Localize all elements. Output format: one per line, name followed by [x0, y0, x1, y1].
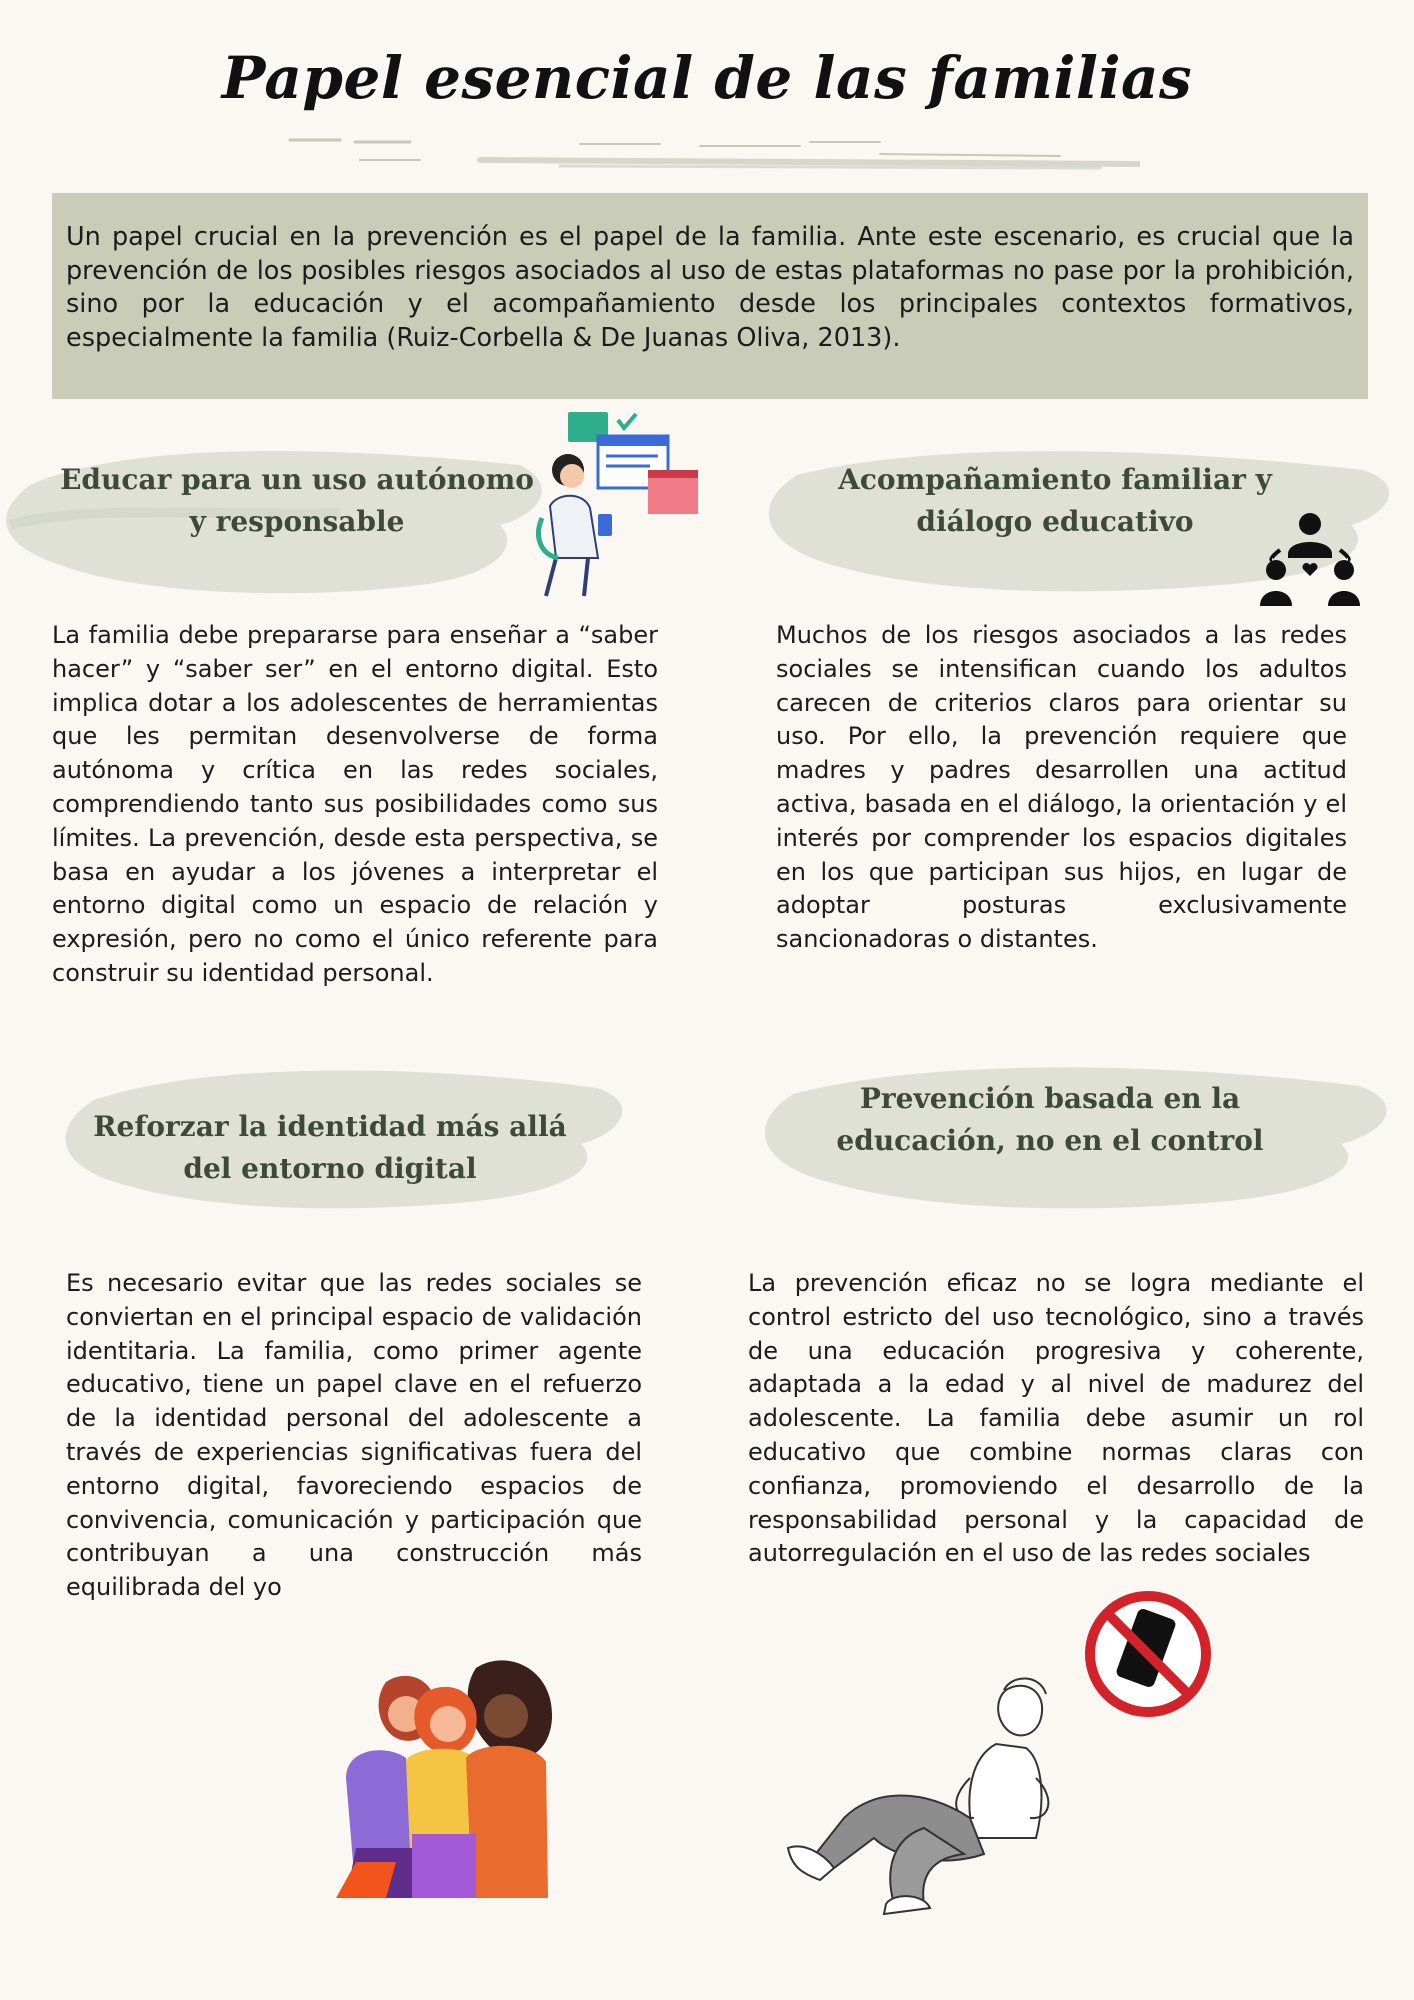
intro-text: Un papel crucial en la prevención es el papel de la familia. Ante este escenario, es crucial que la prevención de los posibles riesgos asociados al uso de estas plataformas no pase por la prohibición, sino por la educación y el acompañamiento desde los principales contextos formativos, especialmente la familia (Ruiz-Corbella & De Juanas Oliva, 2013). [66, 222, 1354, 353]
intro-box [52, 193, 1368, 399]
section-text-identidad: Es necesario evitar que las redes sociales se conviertan en el principal espacio de validación identitaria. La familia, como primer agente educativo, tiene un papel clave en el refuerzo de la identidad personal del adolescente a través de experiencias significativas fuera del entorno digital, favoreciendo espacios de convivencia, comunicación y participación que contribuyan a una construcción más equilibrada del yo [66, 1269, 642, 1602]
sitting-person-illustration [774, 1668, 1094, 1918]
no-phone-sign-icon [1082, 1588, 1214, 1720]
section-text-acompanamiento: Muchos de los riesgos asociados a las redes sociales se intensifican cuando los adultos carecen de criterios claros para orientar su uso. Por ello, la prevención requiere que madres y padres desarrollen una actitud activa, basada en el diálogo, la orientación y el interés por comprender los espacios digitales en los que participan sus hijos, en lugar de adoptar posturas exclusivamente sancionadoras o distantes. [776, 621, 1347, 954]
woman-with-documents-illustration [528, 408, 708, 598]
section-heading-identidad: Reforzar la identidad más allá del entorno digital [93, 1110, 567, 1185]
section-text-prevencion: La prevención eficaz no se logra mediante el control estricto del uso tecnológico, sino a través de una educación progresiva y coherente, adaptada a la edad y al nivel de madurez del adolescente. La familia debe asumir un rol educativo que combine normas claras con confianza, promoviendo el desarrollo de la responsabilidad personal y la capacidad de autorregulación en el uso de las redes sociales [748, 1269, 1364, 1568]
section-text-educar: La familia debe prepararse para enseñar a “saber hacer” y “saber ser” en el entorno digital. Esto implica dotar a los adolescentes de herramientas que les permitan desenvolverse de forma autónoma y crítica en las redes sociales, comprendiendo tanto sus posibilidades como sus límites. La prevención, desde esta perspectiva, se basa en ayudar a los jóvenes a interpretar el entorno digital como un espacio de relación y expresión, pero no como el único referente para construir su identidad personal. [52, 621, 658, 987]
title-underline-decoration [280, 120, 1140, 180]
section-heading-acompanamiento: Acompañamiento familiar y diálogo educativo [838, 463, 1272, 538]
section-heading-educar: Educar para un uso autónomo y responsable [60, 463, 534, 538]
section-heading-prevencion: Prevención basada en la educación, no en el control [836, 1082, 1264, 1157]
three-women-hugging-illustration [326, 1648, 566, 1904]
page-title: Papel esencial de las familias [221, 44, 1193, 112]
family-group-icon [1258, 510, 1362, 610]
